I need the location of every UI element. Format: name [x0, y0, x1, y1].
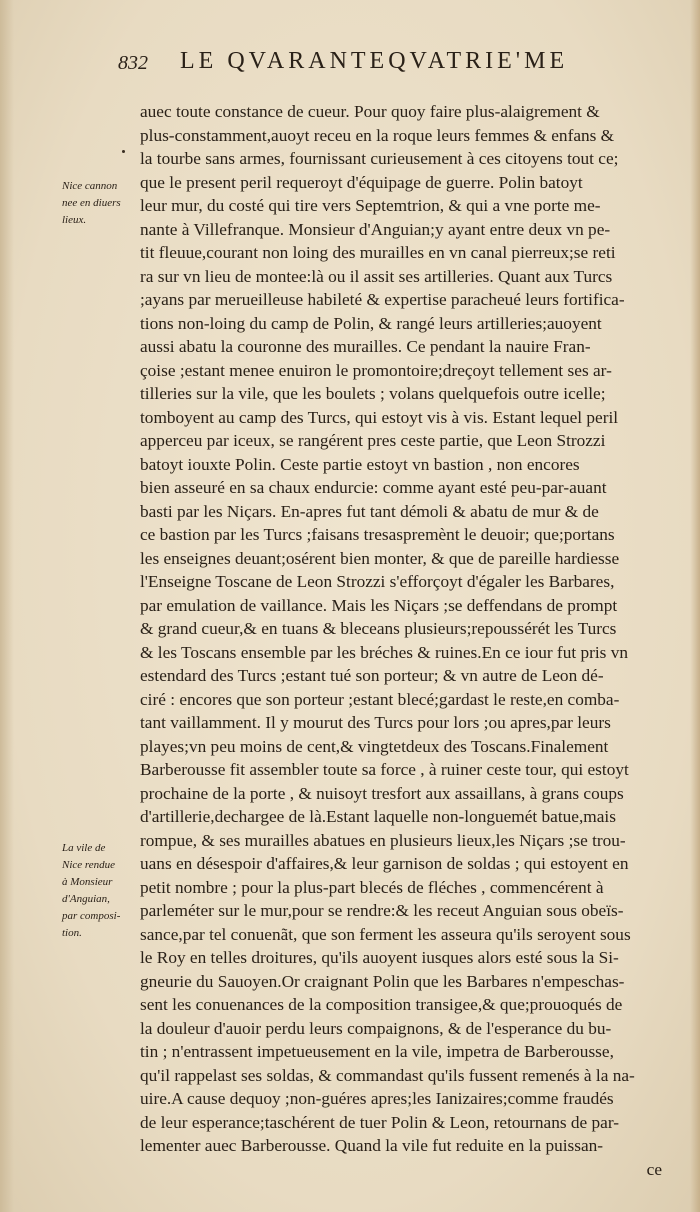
text-line: le Roy en telles droitures, qu'ils auoyent iusques alors esté sous la Si-	[140, 948, 619, 967]
text-line: prochaine de la porte , & nuisoyt tresfort aux assaillans, à grans coups	[140, 783, 624, 803]
text-line: apperceu par iceux, se rangérent pres ceste partie, que Leon Strozzi	[140, 431, 606, 450]
text-line: ;ayans par merueilleuse habileté & expertise paracheué leurs fortifica-	[140, 290, 625, 309]
text-line: sent les conuenances de la composition transigee,& que;prouoqués de	[140, 995, 623, 1014]
margin-note-line: d'Anguian,	[62, 893, 110, 905]
text-line: tilleries sur la vile, que les boulets ; volans quelquefois outre icelle;	[140, 384, 606, 403]
text-line: auec toute constance de cueur. Pour quoy faire plus-alaigrement &	[140, 102, 600, 121]
margin-note-line: nee en diuers	[62, 197, 121, 209]
margin-note-line: La vile de	[62, 842, 106, 854]
margin-note-line: à Monsieur	[62, 876, 113, 888]
page-number: 832	[118, 52, 148, 74]
text-line: & grand cueur,& en tuans & bleceans plusieurs;repoussérét les Turcs	[140, 619, 617, 638]
text-line: ce	[646, 1159, 662, 1179]
text-line: la tourbe sans armes, fournissant curieusement à ces citoyens tout ce;	[140, 149, 619, 168]
text-line: sance,par tel conuenãt, que son ferment les asseura qu'ils seroyent sous	[140, 924, 631, 944]
page-binding-shadow	[0, 0, 14, 1212]
margin-note	[62, 178, 142, 229]
text-line: tant vaillamment. Il y mourut des Turcs pour lors ;ou apres,par leurs	[140, 713, 611, 732]
text-line: & les Toscans ensemble par les bréches & ruines.En ce iour fut pris vn	[140, 642, 628, 662]
text-line: nante à Villefranque. Monsieur d'Anguian;y ayant entre deux vn pe-	[140, 219, 611, 239]
text-line: la douleur d'auoir perdu leurs compaignons, & de l'esperance du bu-	[140, 1018, 612, 1038]
text-line: lementer auec Barberousse. Quand la vile fut reduite en la puissan-	[140, 1136, 604, 1155]
text-line: uire.A cause dequoy ;non-guéres apres;les Ianizaires;comme fraudés	[140, 1089, 614, 1108]
text-line: les enseignes deuant;osérent bien monter, & que de pareille hardiesse	[140, 548, 620, 568]
page-header	[118, 46, 678, 78]
text-line: petit nombre ; pour la plus-part blecés de fléches , commencérent à	[140, 877, 604, 897]
margin-note-line: Nice cannon	[62, 180, 118, 192]
text-line: playes;vn peu moins de cent,& vingtetdeux des Toscans.Finalement	[140, 736, 609, 756]
text-line: qu'il rappelast ses soldas, & commandast qu'ils fussent remenés à la na-	[140, 1065, 635, 1085]
text-line: plus-constamment,auoyt receu en la roque leurs femmes & enfans &	[140, 125, 615, 145]
text-line: l'Enseigne Toscane de Leon Strozzi s'efforçoyt d'égaler les Barbares,	[140, 572, 615, 591]
margin-note-line: lieux.	[62, 214, 87, 226]
text-line: rompue, & ses murailles abatues en plusieurs lieux,les Niçars ;se trou-	[140, 830, 626, 850]
text-line: aussi abatu la couronne des murailles. Ce pendant la nauire Fran-	[140, 337, 591, 356]
text-line: d'artillerie,dechargee de là.Estant laquelle non-longuemét batue,mais	[140, 807, 616, 826]
text-line: uans en désespoir d'affaires,& leur garnison de soldas ; qui estoyent en	[140, 854, 629, 873]
text-line: tomboyent au camp des Turcs, qui estoyt vis à vis. Estant lequel peril	[140, 407, 619, 427]
text-line: gneurie du Sauoyen.Or craignant Polin que les Barbares n'empeschas-	[140, 971, 625, 991]
text-line: çoise ;estant menee enuiron le promontoire;dreçoyt tellement ses ar-	[140, 360, 612, 380]
text-line: que le present peril requeroyt d'équipage de guerre. Polin batoyt	[140, 172, 583, 192]
text-line: Barberousse fit assembler toute sa force , à ruiner ceste tour, qui estoyt	[140, 760, 629, 779]
margin-note-line: par composi-	[62, 910, 121, 922]
text-line: tin ; n'entrassent impetueusement en la vile, impetra de Barberousse,	[140, 1042, 614, 1061]
text-line: leur mur, du costé qui tire vers Septemtrion, & qui a vne porte me-	[140, 196, 601, 215]
text-line: ra sur vn lieu de montee:là ou il assit ses artilleries. Quant aux Turcs	[140, 266, 613, 286]
body-text	[140, 100, 662, 1181]
text-line: tions non-loing du camp de Polin, & rangé leurs artilleries;auoyent	[140, 313, 602, 333]
text-line: parleméter sur le mur,pour se rendre:& les receut Anguian sous obeïs-	[140, 901, 624, 920]
text-line: batoyt iouxte Polin. Ceste partie estoyt vn bastion , non encores	[140, 454, 580, 474]
running-head: LE QVARANTEQVATRIE'ME	[180, 48, 569, 74]
text-line: de leur esperance;taschérent de tuer Polin & Leon, retournans de par-	[140, 1112, 620, 1132]
text-line: estendard des Turcs ;estant tué son porteur; & vn autre de Leon dé-	[140, 666, 604, 685]
text-line: par emulation de vaillance. Mais les Niçars ;se deffendans de prompt	[140, 595, 618, 615]
marginal-dot	[122, 150, 125, 153]
text-line: basti par les Niçars. En-apres fut tant démoli & abatu de mur & de	[140, 501, 599, 521]
margin-note-line: Nice rendue	[62, 859, 116, 871]
margin-note	[62, 840, 142, 942]
text-line: ciré : encores que son porteur ;estant blecé;gardast le reste,en comba-	[140, 689, 620, 709]
text-line: tit fleuue,courant non loing des murailles en vn canal pierreux;se reti	[140, 243, 616, 262]
text-line: ce bastion par les Turcs ;faisans tresaspremènt le deuoir; que;portans	[140, 525, 615, 544]
text-line: bien asseuré en sa chaux endurcie: comme ayant esté peu-par-auant	[140, 478, 607, 497]
margin-note-line: tion.	[62, 927, 82, 939]
page-edge-shadow	[690, 0, 700, 1212]
